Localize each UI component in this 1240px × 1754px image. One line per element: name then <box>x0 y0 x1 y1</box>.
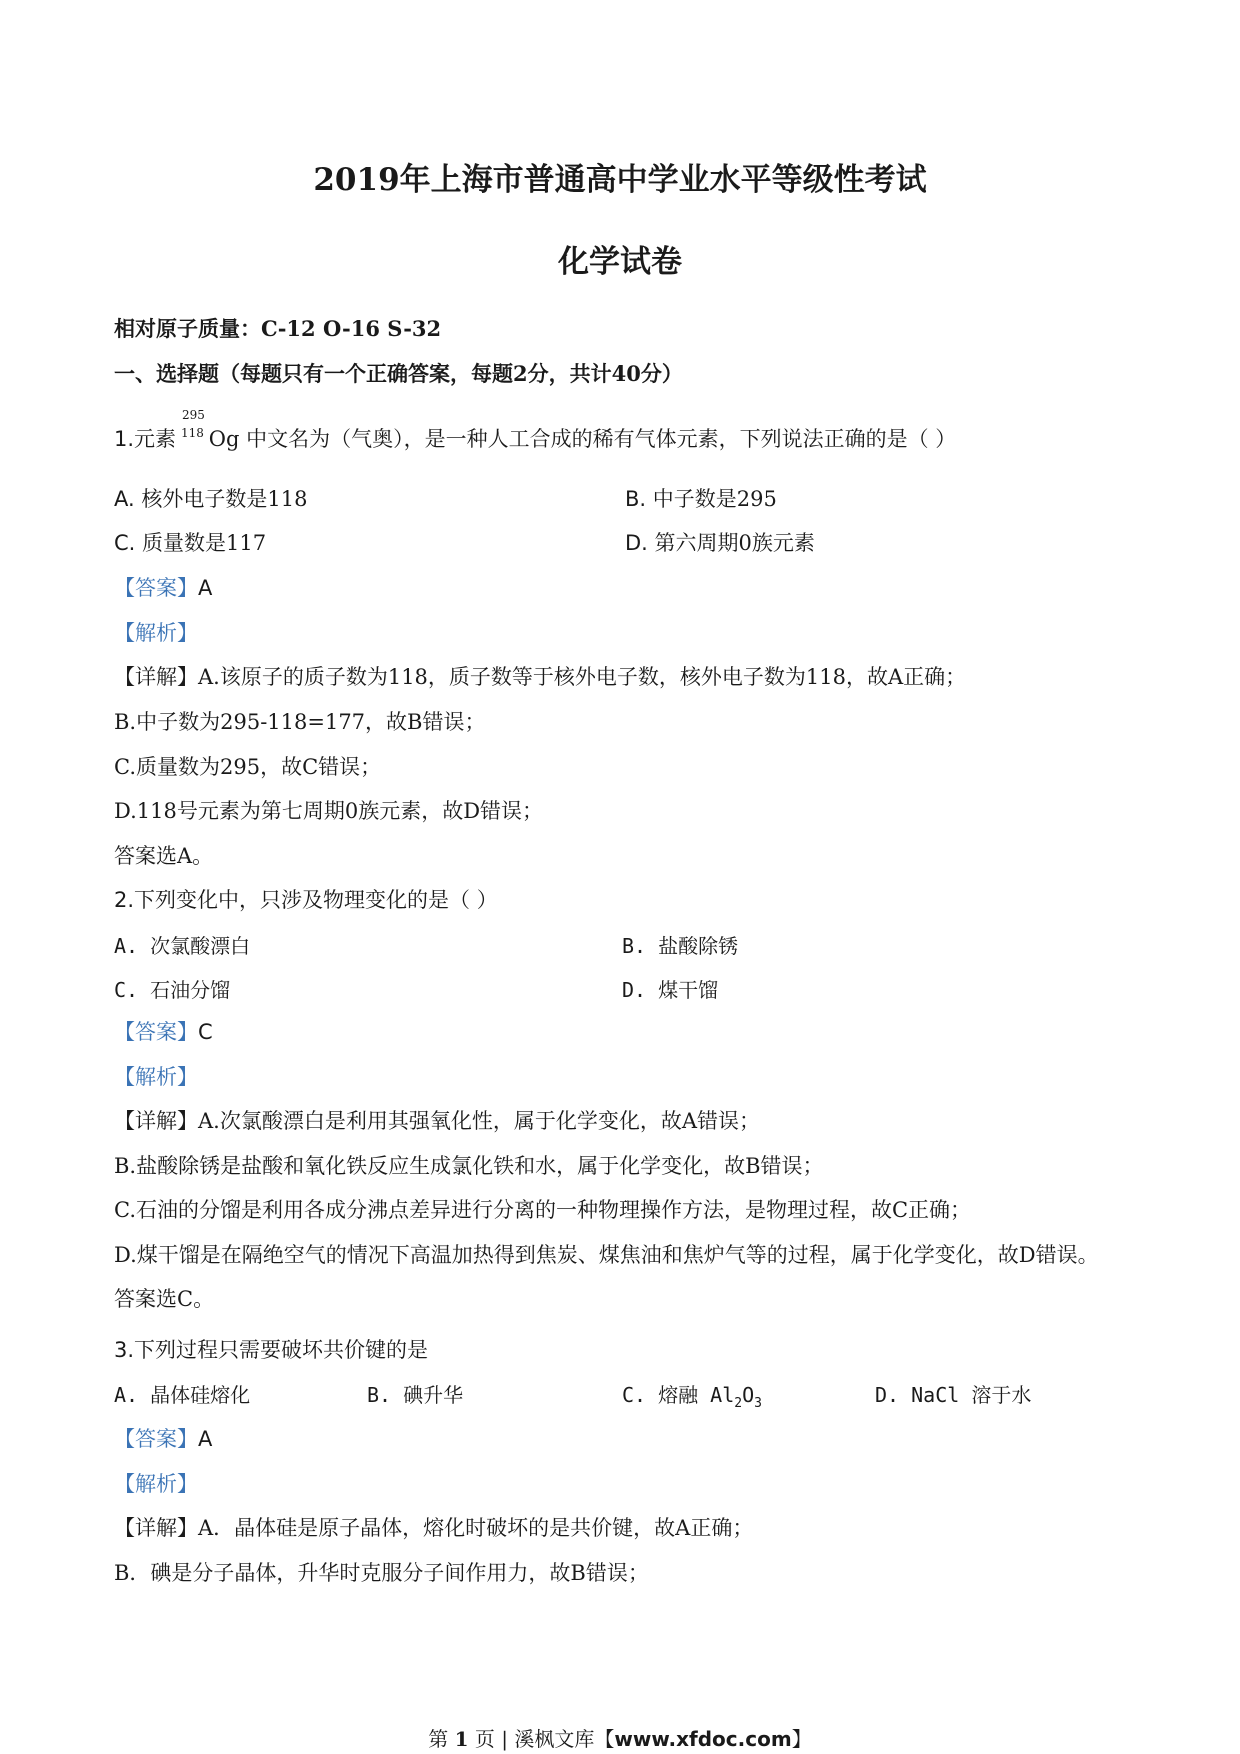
answer-label: 【答案】 <box>114 1020 198 1044</box>
detail-line: B.中子数为295-118=177，故B错误； <box>114 710 486 734</box>
answer-value: A <box>198 576 213 600</box>
answer-value: C <box>198 1020 213 1044</box>
option-b: B. 碘升华 <box>367 1383 464 1407</box>
section-heading: 一、选择题（每题只有一个正确答案，每题2分，共计40分） <box>114 361 683 386</box>
footer-site-link[interactable]: www.xfdoc.com <box>614 1727 792 1751</box>
option-a <box>114 485 307 513</box>
detail-line: D.118号元素为第七周期0族元素，故D错误； <box>114 799 544 823</box>
answer-line <box>114 574 212 602</box>
answer-label: 【答案】 <box>114 576 198 600</box>
question-3-stem: 下列过程只需要破坏共价键的是 <box>134 1338 429 1362</box>
question-number: 3. <box>114 1338 135 1362</box>
answer-line <box>114 1425 212 1453</box>
page-subtitle: 化学试卷 <box>558 244 682 280</box>
option-letter: A. <box>114 487 135 511</box>
detail-line: 【详解】A.次氯酸漂白是利用其强氧化性，属于化学变化，故A错误； <box>114 1109 761 1133</box>
detail-line: 【详解】A.该原子的质子数为118，质子数等于核外电子数，核外电子数为118，故A正确； <box>114 665 967 689</box>
option-a: A. 次氯酸漂白 <box>114 934 251 958</box>
option-letter: D. <box>625 531 648 555</box>
option-text: 第六周期0族元素 <box>647 531 815 555</box>
option-text: 核外电子数是118 <box>134 487 308 511</box>
atomic-number: 118 <box>181 426 204 440</box>
detail-line: C.石油的分馏是利用各成分沸点差异进行分离的一种物理操作方法，是物理过程，故C正确； <box>114 1198 972 1222</box>
question-number: 2. <box>114 888 135 912</box>
answer-value: A <box>198 1427 213 1451</box>
option-c <box>114 529 266 557</box>
footer-close: 】 <box>791 1727 812 1751</box>
option-c: C. 石油分馏 <box>114 978 231 1002</box>
option-c <box>622 1381 762 1418</box>
analysis-label: 【解析】 <box>114 1065 198 1089</box>
option-text: 中子数是295 <box>646 487 777 511</box>
answer-line <box>114 1018 213 1046</box>
option-d: D. 煤干馏 <box>622 978 719 1002</box>
detail-line: B.盐酸除锈是盐酸和氧化铁反应生成氯化铁和水，属于化学变化，故B错误； <box>114 1154 824 1178</box>
option-c-text: C. 熔融 Al <box>622 1383 735 1407</box>
option-letter: C. <box>114 531 136 555</box>
detail-line: C.质量数为295，故C错误； <box>114 755 382 779</box>
page-number: 1 <box>454 1727 469 1751</box>
question-number: 1. <box>114 427 135 451</box>
footer-prefix: 第 <box>428 1727 455 1751</box>
question-2-stem: 下列变化中，只涉及物理变化的是（ ） <box>134 888 498 912</box>
question-1-stem: 中文名为（气奥），是一种人工合成的稀有气体元素，下列说法正确的是（ ） <box>239 427 957 451</box>
detail-line: D.煤干馏是在隔绝空气的情况下高温加热得到焦炭、煤焦油和焦炉气等的过程，属于化学变化，故D错误。 <box>114 1243 1099 1267</box>
element-symbol: Og <box>208 427 240 451</box>
analysis-label: 【解析】 <box>114 621 198 645</box>
question-2 <box>114 886 498 914</box>
mass-number: 295 <box>182 408 205 422</box>
option-text: 质量数是117 <box>135 531 267 555</box>
option-letter: B. <box>625 487 647 511</box>
detail-line: 【详解】A．晶体硅是原子晶体，熔化时破坏的是共价键，故A正确； <box>114 1516 754 1540</box>
conclusion-line: 答案选A。 <box>114 844 214 868</box>
atomic-mass-line: 相对原子质量：C-12 O-16 S-32 <box>114 316 442 341</box>
question-1-pre: 元素 <box>134 427 183 451</box>
option-b <box>625 485 777 513</box>
subscript: 2 <box>734 1396 743 1411</box>
option-d <box>625 529 815 557</box>
answer-label: 【答案】 <box>114 1427 198 1451</box>
subscript: 3 <box>754 1396 762 1411</box>
footer-library: 页 | 溪枫文库【 <box>468 1727 615 1751</box>
question-3 <box>114 1336 428 1364</box>
option-b: B. 盐酸除锈 <box>622 934 739 958</box>
option-a: A. 晶体硅熔化 <box>114 1383 251 1407</box>
option-d: D. NaCl 溶于水 <box>875 1383 1032 1407</box>
detail-line: B．碘是分子晶体，升华时克服分子间作用力，故B错误； <box>114 1561 649 1585</box>
page-title: 2019年上海市普通高中学业水平等级性考试 <box>313 162 927 198</box>
conclusion-line: 答案选C。 <box>114 1287 215 1311</box>
option-c-oxygen: O <box>742 1383 755 1407</box>
page-footer <box>0 1726 1240 1752</box>
analysis-label: 【解析】 <box>114 1472 198 1496</box>
question-1 <box>114 425 956 453</box>
